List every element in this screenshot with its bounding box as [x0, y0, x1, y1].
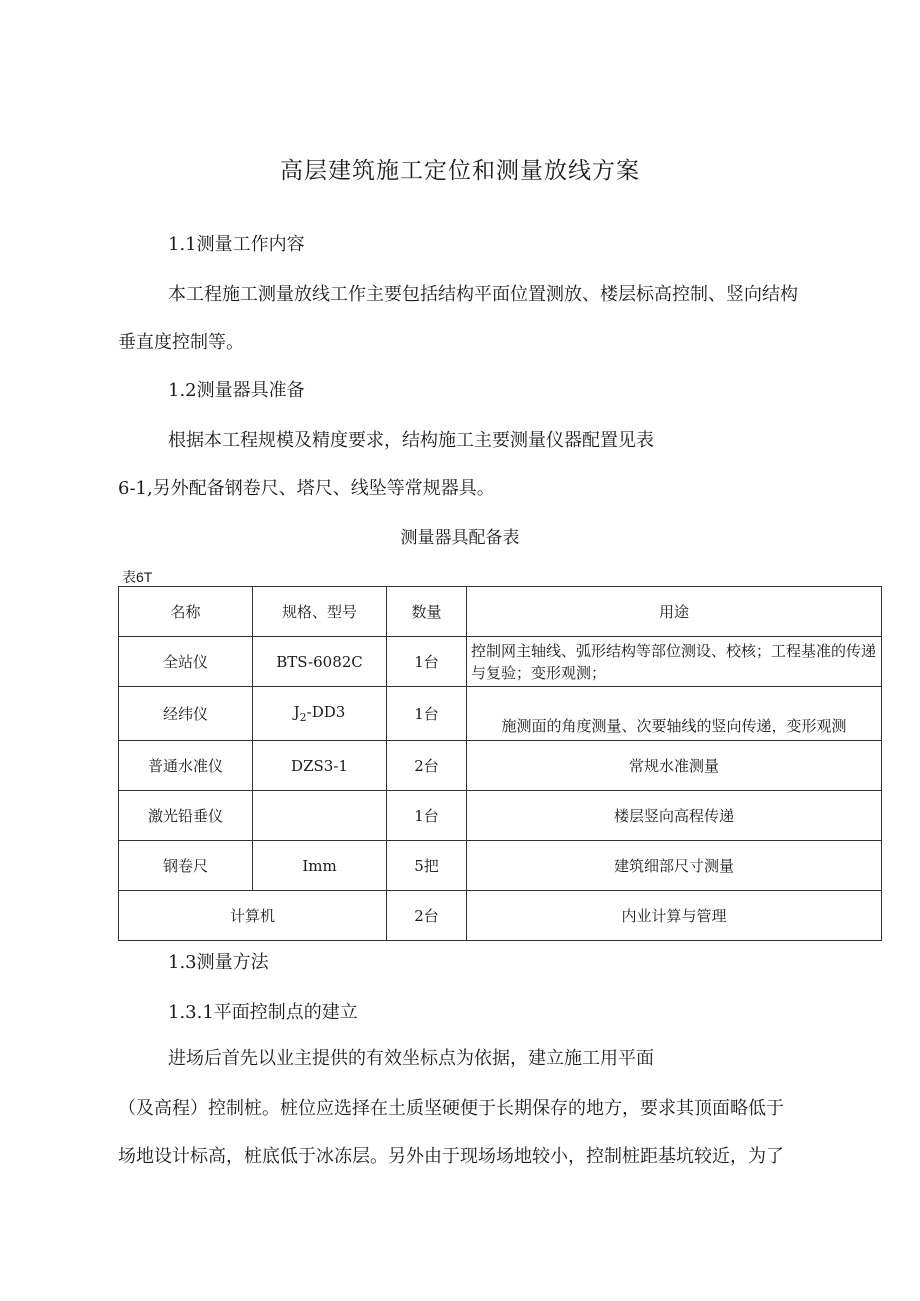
cell-name: 普通水准仪: [119, 741, 253, 791]
paragraph-line: 进场后首先以业主提供的有效坐标点为依据，建立施工用平面: [168, 1048, 654, 1069]
section-heading-1-2: 1.2测量器具准备: [168, 380, 305, 401]
cell-model: [253, 687, 387, 741]
paragraph-line: 6-1,另外配备钢卷尺、塔尺、线坠等常规器具。: [118, 478, 495, 499]
cell-name: 全站仪: [119, 637, 253, 687]
cell-quantity: 2台: [387, 741, 467, 791]
paragraph-line: 根据本工程规模及精度要求，结构施工主要测量仪器配置见表: [168, 430, 654, 451]
header-model: 规格、型号: [253, 587, 387, 637]
table-row: [119, 891, 882, 941]
header-usage: 用途: [467, 587, 882, 637]
section-heading-1-3: 1.3测量方法: [168, 952, 269, 973]
header-quantity: 数量: [387, 587, 467, 637]
table-row: [119, 637, 882, 687]
cell-name: 计算机: [119, 891, 387, 941]
cell-usage: 常规水准测量: [467, 741, 882, 791]
cell-model: BTS-6082C: [253, 637, 387, 687]
cell-usage: 控制网主轴线、弧形结构等部位测设、校核；工程基准的传递与复验；变形观测；: [467, 637, 882, 687]
table-row: [119, 741, 882, 791]
table-number: 表6T: [122, 569, 153, 585]
cell-usage: 施测面的角度测量、次要轴线的竖向传递，变形观测: [467, 687, 882, 741]
paragraph-line: 场地设计标高，桩底低于冰冻层。另外由于现场场地较小，控制桩距基坑较近，为了: [118, 1146, 784, 1167]
cell-name: 钢卷尺: [119, 841, 253, 891]
table-row: [119, 841, 882, 891]
section-heading-1-3-1: 1.3.1平面控制点的建立: [168, 1002, 358, 1023]
cell-model: Imm: [253, 841, 387, 891]
cell-quantity: 1台: [387, 637, 467, 687]
cell-model: DZS3-1: [253, 741, 387, 791]
cell-name: 激光铅垂仪: [119, 791, 253, 841]
cell-quantity: 2台: [387, 891, 467, 941]
table-caption: 测量器具配备表: [400, 528, 520, 548]
cell-quantity: 1台: [387, 687, 467, 741]
table-row: [119, 791, 882, 841]
model-rest: -DD3: [306, 703, 346, 721]
table-header-row: [119, 587, 882, 637]
equipment-table: [118, 586, 882, 941]
model-main: J: [293, 703, 300, 721]
cell-name: 经纬仪: [119, 687, 253, 741]
section-heading-1-1: 1.1测量工作内容: [168, 234, 305, 255]
document-title: 高层建筑施工定位和测量放线方案: [280, 158, 640, 184]
cell-quantity: 1台: [387, 791, 467, 841]
header-name: 名称: [119, 587, 253, 637]
cell-quantity: 5把: [387, 841, 467, 891]
table-row: [119, 687, 882, 741]
paragraph-line: 本工程施工测量放线工作主要包括结构平面位置测放、楼层标高控制、竖向结构: [168, 284, 798, 305]
cell-model: [253, 791, 387, 841]
cell-usage: 内业计算与管理: [467, 891, 882, 941]
cell-usage: 建筑细部尺寸测量: [467, 841, 882, 891]
model-subscript: 2: [299, 711, 307, 724]
paragraph-line: （及高程）控制桩。桩位应选择在土质坚硬便于长期保存的地方，要求其顶面略低于: [118, 1098, 784, 1119]
cell-usage: 楼层竖向高程传递: [467, 791, 882, 841]
paragraph-line: 垂直度控制等。: [118, 332, 244, 353]
